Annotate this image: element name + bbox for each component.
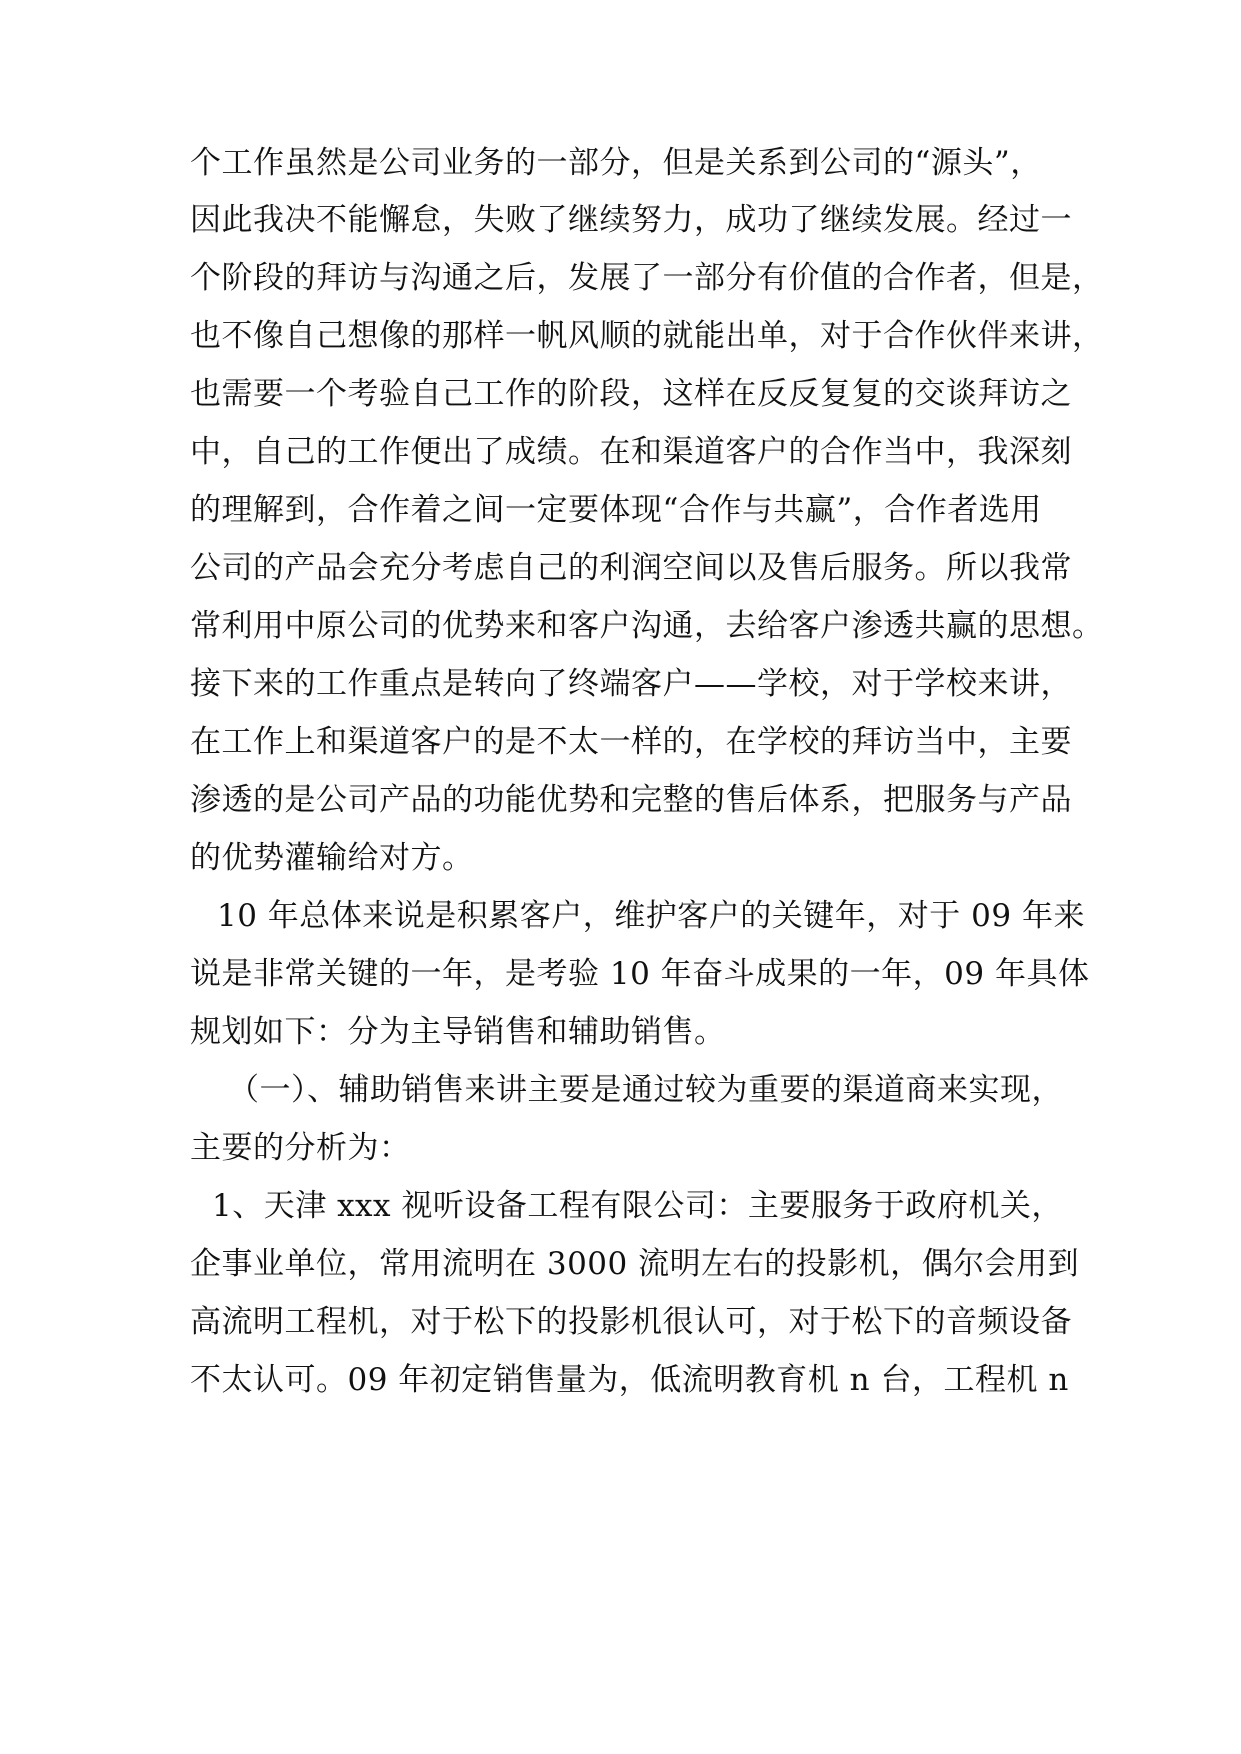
text-line-3: 个阶段的拜访与沟通之后，发展了一部分有价值的合作者，但是， [190, 260, 1104, 296]
list-item-1-line-1: 1、天津 xxx 视听设备工程有限公司：主要服务于政府机关， [212, 1188, 1063, 1224]
text-line-1: 个工作虽然是公司业务的一部分，但是关系到公司的“源头”， [190, 145, 1042, 181]
text-line-10: 接下来的工作重点是转向了终端客户——学校，对于学校来讲， [190, 666, 1072, 702]
text-line-2: 因此我决不能懈怠，失败了继续努力，成功了继续发展。经过一 [190, 202, 1072, 238]
text-line-12: 渗透的是公司产品的功能优势和完整的售后体系，把服务与产品 [190, 782, 1072, 818]
paragraph-2-line-2: 说是非常关键的一年，是考验 10 年奋斗成果的一年，09 年具体 [190, 956, 1090, 992]
text-line-11: 在工作上和渠道客户的是不太一样的，在学校的拜访当中，主要 [190, 724, 1072, 760]
section-heading-line-2: 主要的分析为： [190, 1130, 411, 1166]
text-line-7: 的理解到，合作着之间一定要体现“合作与共赢”，合作者选用 [190, 492, 1042, 528]
section-heading-line-1: （一）、辅助销售来讲主要是通过较为重要的渠道商来实现， [228, 1072, 1063, 1108]
text-line-5: 也需要一个考验自己工作的阶段，这样在反反复复的交谈拜访之 [190, 376, 1072, 412]
list-item-1-line-3: 高流明工程机，对于松下的投影机很认可，对于松下的音频设备 [190, 1304, 1072, 1340]
text-line-9: 常利用中原公司的优势来和客户沟通，去给客户渗透共赢的思想。 [190, 608, 1104, 644]
text-line-4: 也不像自己想像的那样一帆风顺的就能出单，对于合作伙伴来讲， [190, 318, 1104, 354]
paragraph-2-line-3: 规划如下：分为主导销售和辅助销售。 [190, 1014, 726, 1050]
paragraph-2-line-1: 10 年总体来说是积累客户，维护客户的关键年，对于 09 年来 [217, 898, 1085, 934]
text-line-13: 的优势灌输给对方。 [190, 840, 474, 876]
text-line-6: 中，自己的工作便出了成绩。在和渠道客户的合作当中，我深刻 [190, 434, 1072, 470]
list-item-1-line-2: 企事业单位，常用流明在 3000 流明左右的投影机，偶尔会用到 [190, 1246, 1080, 1282]
text-line-8: 公司的产品会充分考虑自己的利润空间以及售后服务。所以我常 [190, 550, 1072, 586]
list-item-1-line-4: 不太认可。09 年初定销售量为，低流明教育机 n 台，工程机 n [190, 1362, 1069, 1398]
